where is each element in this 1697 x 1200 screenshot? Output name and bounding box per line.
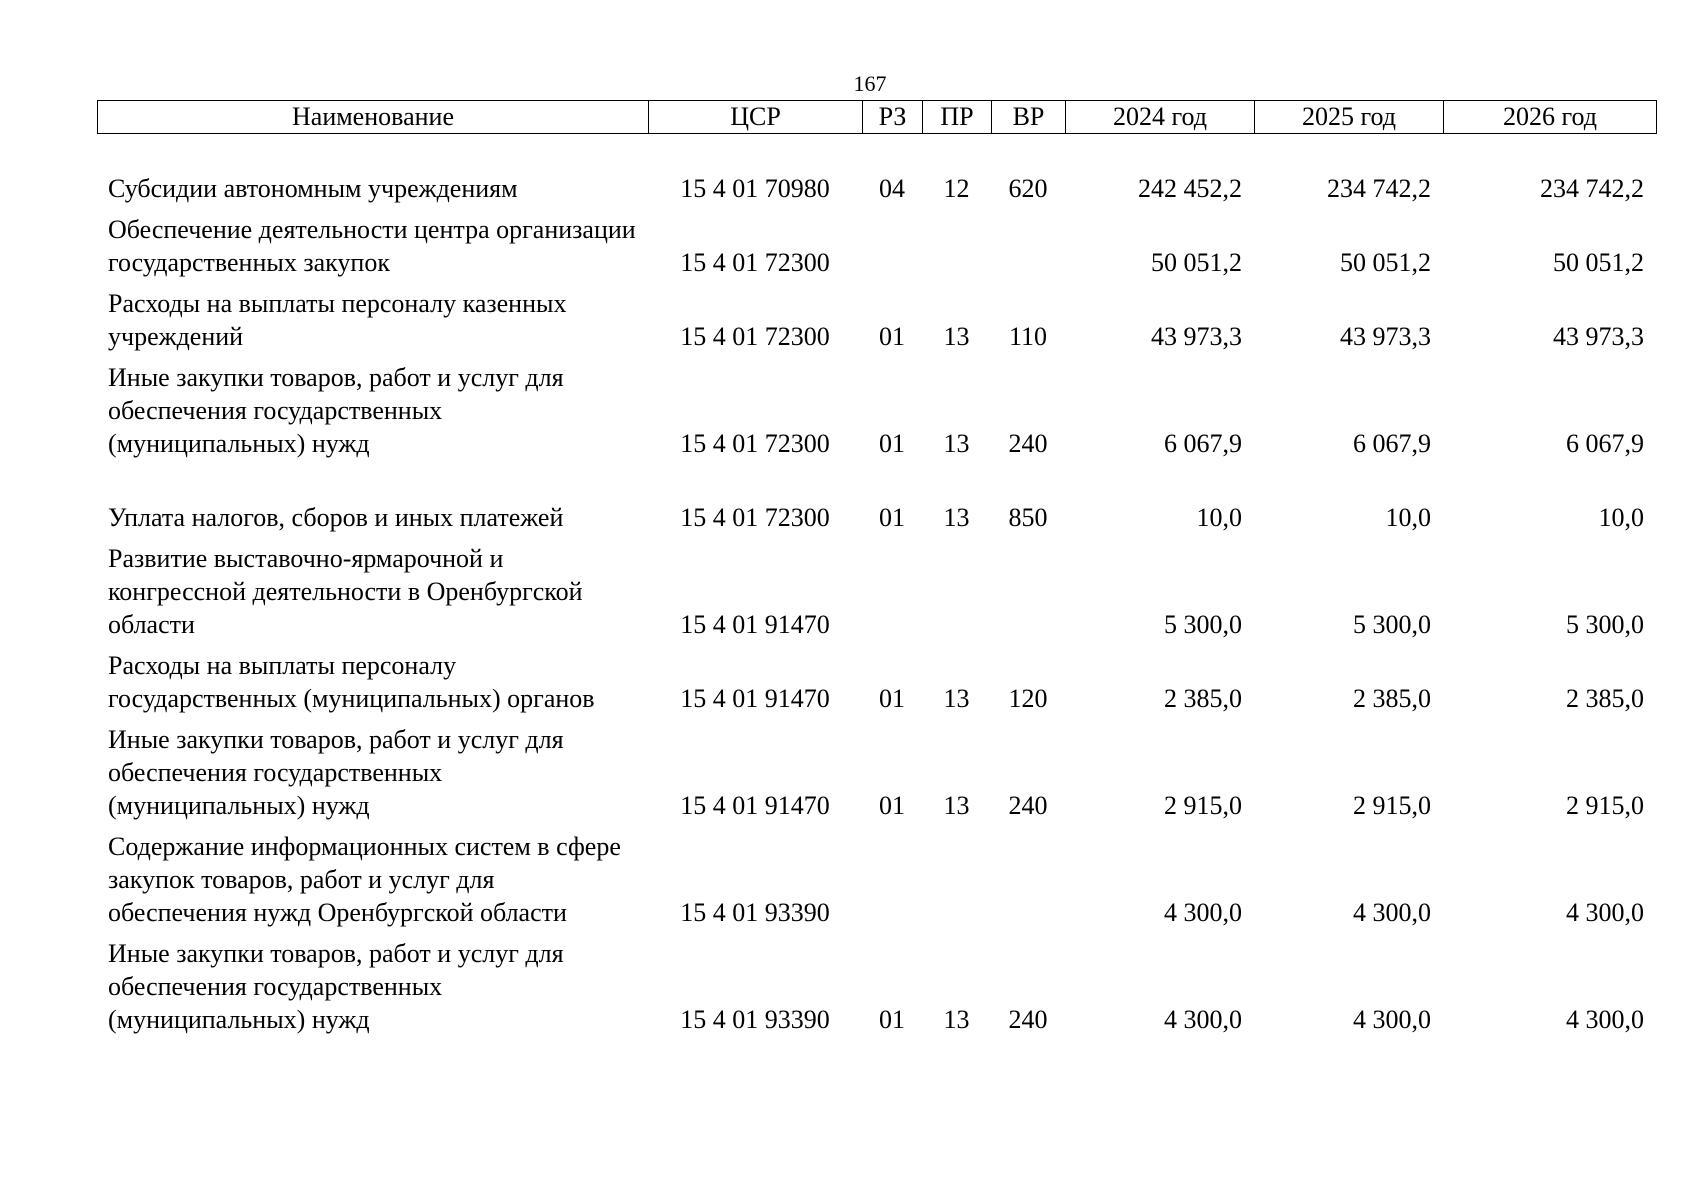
header-csr: ЦСР	[649, 101, 863, 134]
cell-y2026: 2 915,0	[1566, 791, 1644, 820]
cell-pr: 13	[943, 503, 970, 532]
cell-pr: 13	[943, 429, 970, 458]
table-row	[97, 168, 1656, 209]
cell-y2026: 50 051,2	[1553, 248, 1644, 277]
cell-vr	[991, 538, 1065, 645]
cell-y2024: 43 973,3	[1151, 322, 1242, 351]
cell-y2024: 10,0	[1196, 503, 1242, 532]
cell-name: Расходы на выплаты персоналу казенных учреждений	[108, 289, 567, 351]
header-2025: 2025 год	[1255, 101, 1444, 134]
cell-csr: 15 4 01 91470	[680, 684, 830, 713]
cell-rz	[862, 826, 922, 933]
cell-pr	[922, 826, 991, 933]
cell-vr	[991, 826, 1065, 933]
cell-csr: 15 4 01 70980	[680, 174, 830, 203]
cell-pr: 13	[943, 1005, 970, 1034]
table-row	[97, 209, 1656, 283]
cell-y2026: 4 300,0	[1566, 1005, 1644, 1034]
cell-rz	[862, 209, 922, 283]
budget-table	[97, 168, 1656, 1040]
cell-name: Содержание информационных систем в сфере закупок товаров, работ и услуг для обеспечения нужд Оренбургской области	[108, 832, 621, 927]
cell-y2024: 6 067,9	[1164, 429, 1242, 458]
cell-y2026: 4 300,0	[1566, 898, 1644, 927]
cell-rz	[862, 538, 922, 645]
cell-pr: 13	[943, 322, 970, 351]
table-row	[97, 357, 1656, 464]
cell-vr: 120	[1008, 684, 1048, 713]
table-row	[97, 645, 1656, 719]
cell-y2024: 4 300,0	[1164, 898, 1242, 927]
cell-name: Иные закупки товаров, работ и услуг для обеспечения государственных (муниципальных) нужд	[108, 939, 564, 1034]
cell-name: Уплата налогов, сборов и иных платежей	[108, 503, 564, 532]
cell-y2024: 50 051,2	[1151, 248, 1242, 277]
cell-csr: 15 4 01 72300	[680, 503, 830, 532]
cell-name: Расходы на выплаты персоналу государственных (муниципальных) органов	[108, 651, 595, 713]
header-pr: ПР	[923, 101, 992, 134]
cell-rz: 04	[879, 174, 905, 203]
cell-y2026: 2 385,0	[1566, 684, 1644, 713]
cell-y2025: 5 300,0	[1353, 610, 1431, 639]
cell-csr: 15 4 01 72300	[680, 429, 830, 458]
cell-y2025: 234 742,2	[1327, 174, 1431, 203]
cell-rz: 01	[879, 1005, 905, 1034]
cell-csr: 15 4 01 72300	[680, 248, 830, 277]
cell-pr: 13	[943, 791, 970, 820]
cell-csr: 15 4 01 93390	[680, 898, 830, 927]
cell-y2024: 2 915,0	[1164, 791, 1242, 820]
table-row	[97, 719, 1656, 826]
cell-vr: 240	[1008, 791, 1048, 820]
cell-y2026: 6 067,9	[1566, 429, 1644, 458]
cell-y2026: 10,0	[1598, 503, 1644, 532]
table-row	[97, 933, 1656, 1040]
cell-y2025: 10,0	[1385, 503, 1431, 532]
header-name: Наименование	[98, 101, 649, 134]
header-2024: 2024 год	[1066, 101, 1255, 134]
header-vr: ВР	[992, 101, 1066, 134]
cell-name: Иные закупки товаров, работ и услуг для обеспечения государственных (муниципальных) нужд	[108, 725, 564, 820]
cell-csr: 15 4 01 72300	[680, 322, 830, 351]
table-header	[97, 100, 1657, 134]
cell-y2024: 2 385,0	[1164, 684, 1242, 713]
cell-rz: 01	[879, 322, 905, 351]
cell-name: Развитие выставочно-ярмарочной и конгрессной деятельности в Оренбургской области	[108, 544, 583, 639]
cell-y2025: 50 051,2	[1340, 248, 1431, 277]
header-rz: РЗ	[863, 101, 923, 134]
cell-y2024: 242 452,2	[1138, 174, 1242, 203]
table-row	[97, 826, 1656, 933]
cell-rz: 01	[879, 684, 905, 713]
cell-name: Иные закупки товаров, работ и услуг для обеспечения государственных (муниципальных) нужд	[108, 363, 564, 458]
cell-y2025: 6 067,9	[1353, 429, 1431, 458]
cell-y2025: 4 300,0	[1353, 1005, 1431, 1034]
cell-y2025: 4 300,0	[1353, 898, 1431, 927]
cell-y2026: 43 973,3	[1553, 322, 1644, 351]
cell-y2024: 4 300,0	[1164, 1005, 1242, 1034]
cell-pr: 12	[943, 174, 970, 203]
table-row	[97, 283, 1656, 357]
cell-csr: 15 4 01 93390	[680, 1005, 830, 1034]
cell-y2025: 2 385,0	[1353, 684, 1431, 713]
page-number: 167	[853, 71, 887, 96]
cell-vr: 110	[1008, 322, 1048, 351]
cell-name: Обеспечение деятельности центра организации государственных закупок	[108, 215, 636, 277]
cell-y2026: 234 742,2	[1540, 174, 1644, 203]
cell-name: Субсидии автономным учреждениям	[108, 174, 518, 203]
header-2026: 2026 год	[1444, 101, 1657, 134]
cell-y2024: 5 300,0	[1164, 610, 1242, 639]
table-row	[97, 538, 1656, 645]
cell-pr	[922, 538, 991, 645]
cell-rz: 01	[879, 503, 905, 532]
cell-pr	[922, 209, 991, 283]
cell-vr: 620	[1008, 174, 1048, 203]
cell-pr: 13	[943, 684, 970, 713]
cell-y2025: 43 973,3	[1340, 322, 1431, 351]
cell-vr: 240	[1008, 1005, 1048, 1034]
cell-csr: 15 4 01 91470	[680, 610, 830, 639]
cell-vr: 240	[1008, 429, 1048, 458]
cell-vr	[991, 209, 1065, 283]
cell-rz: 01	[879, 429, 905, 458]
cell-rz: 01	[879, 791, 905, 820]
cell-y2026: 5 300,0	[1566, 610, 1644, 639]
cell-y2025: 2 915,0	[1353, 791, 1431, 820]
table-row	[97, 464, 1656, 538]
cell-vr: 850	[1008, 503, 1048, 532]
cell-csr: 15 4 01 91470	[680, 791, 830, 820]
